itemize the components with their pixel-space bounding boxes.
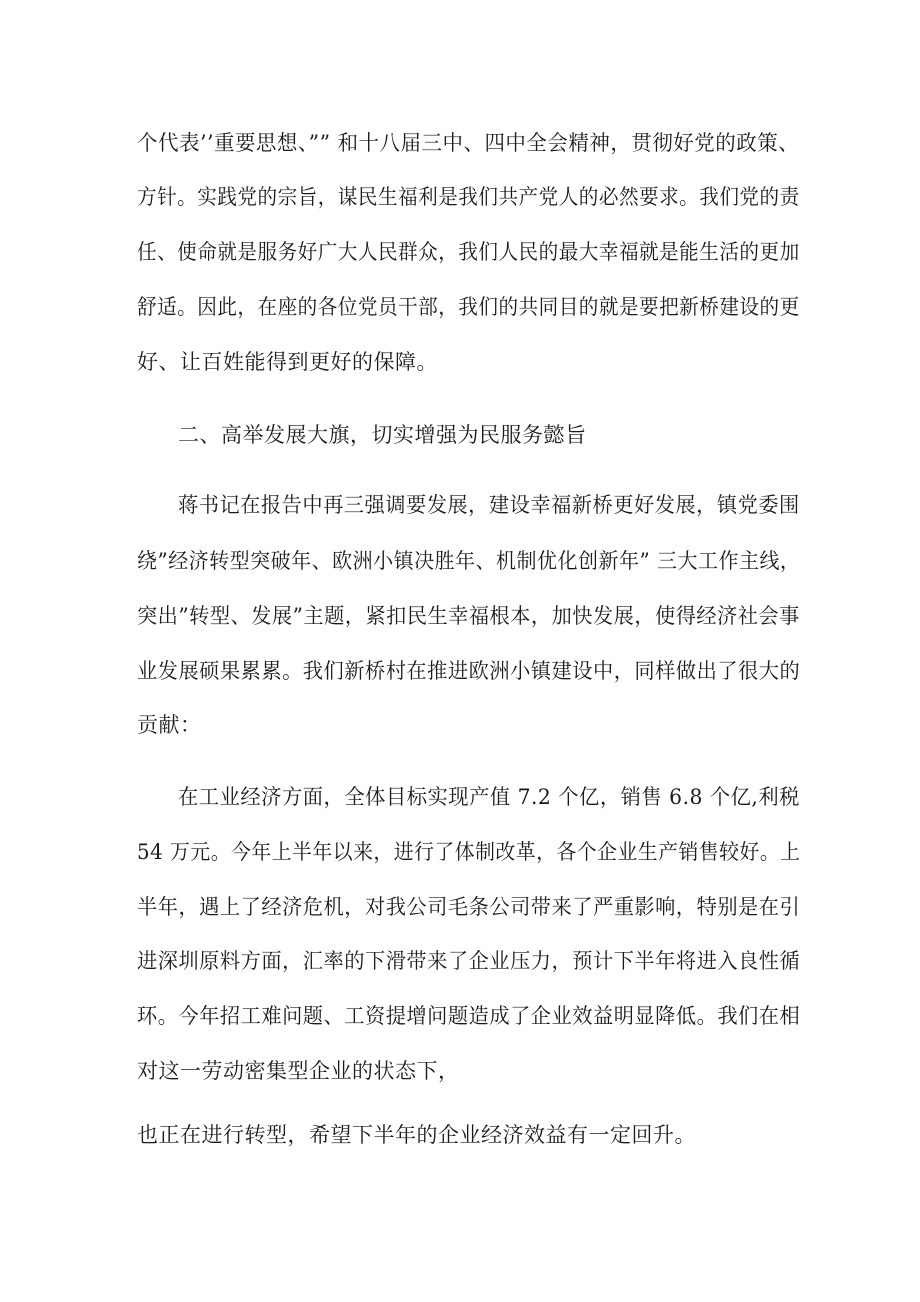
text-line: 任、使命就是服务好广大人民群众，我们人民的最大幸福就是能生活的更加 [137,240,800,264]
text-line: 在工业经济方面，全体目标实现产值 7.2 个亿，销售 6.8 个亿,利税 [178,785,800,809]
text-line: 对这一劳动密集型企业的状态下， [137,1059,460,1083]
heading-text: 二、高举发展大旗，切实增强为民服务懿旨 [178,423,587,447]
text-line: 半年，遇上了经济危机，对我公司毛条公司带来了严重影响，特别是在引 [137,895,801,919]
text-line: 突出”转型、发展”主题，紧扣民生幸福根本，加快发展，使得经济社会事 [137,604,800,628]
text-line: 进深圳原料方面，汇率的下滑带来了企业压力，预计下半年将进入良性循 [137,949,801,973]
text-line: 好、让百姓能得到更好的保障。 [137,350,438,374]
text-line: 业发展硕果累累。我们新桥村在推进欧洲小镇建设中，同样做出了很大的 [137,659,801,683]
text-line: 舒适。因此，在座的各位党员干部，我们的共同目的就是要把新桥建设的更 [137,295,800,319]
text-line: 方针。实践党的宗旨，谋民生福利是我们共产党人的必然要求。我们党的责 [137,185,800,209]
text-line: 蒋书记在报告中再三强调要发展，建设幸福新桥更好发展，镇党委围 [178,493,800,517]
text-line: 54 万元。今年上半年以来，进行了体制改革，各个企业生产销售较好。上 [137,840,801,864]
text-line: 贡献： [137,713,202,737]
text-line: 环。今年招工难问题、工资提增问题造成了企业效益明显降低。我们在相 [137,1004,801,1028]
text-line: 也正在进行转型，希望下半年的企业经济效益有一定回升。 [137,1123,696,1147]
text-line: 绕”经济转型突破年、欧洲小镇决胜年、机制优化创新年” 三大工作主线， [137,549,801,573]
text-line: 个代表’’重要思想、”” 和十八届三中、四中全会精神，贯彻好党的政策、 [137,131,800,155]
